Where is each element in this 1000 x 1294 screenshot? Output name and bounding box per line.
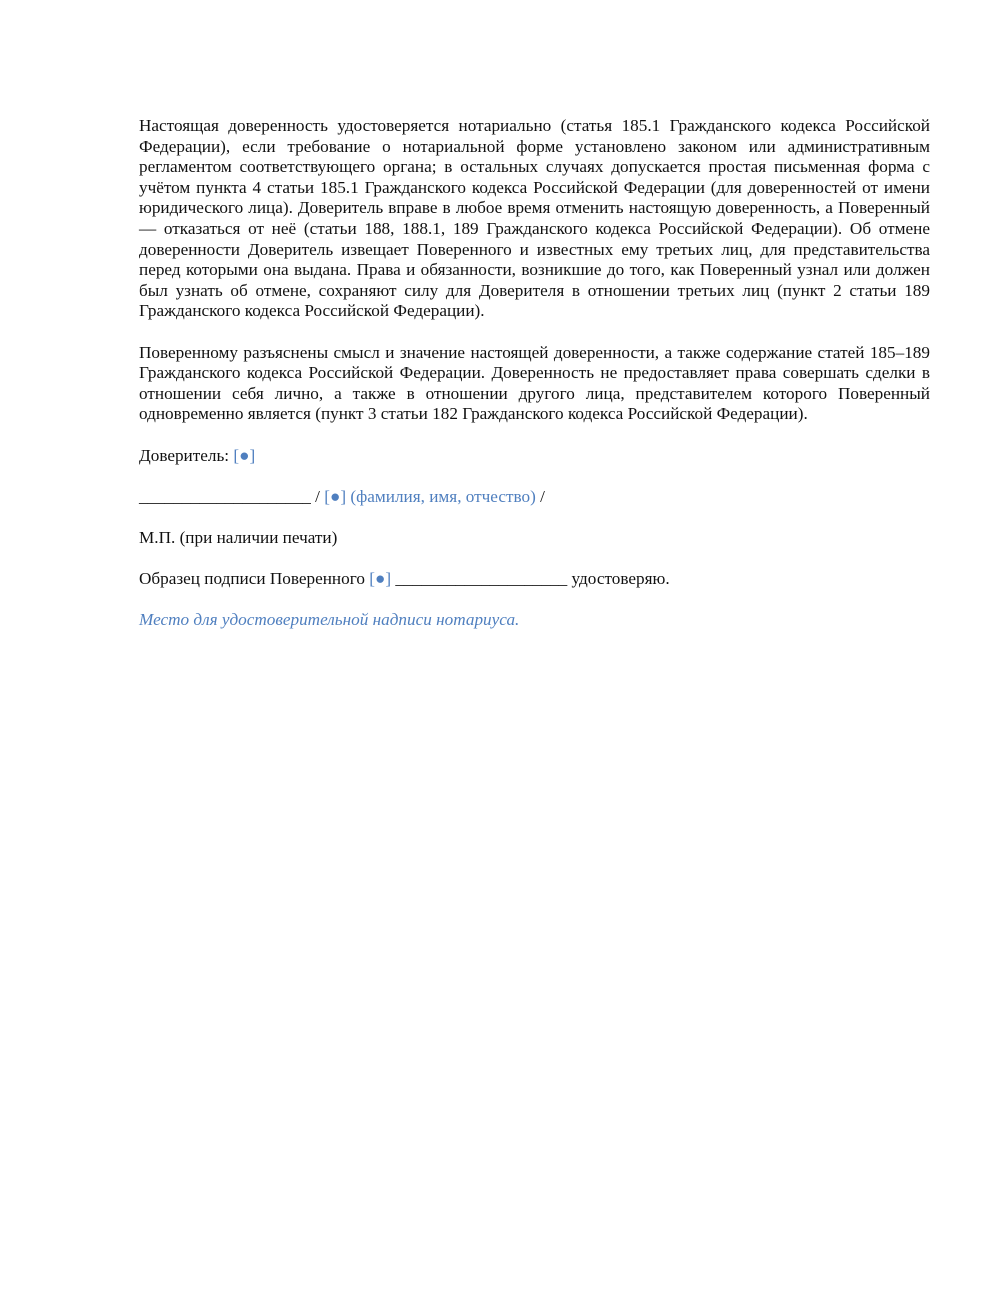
sample-signature-blank: ____________________	[391, 569, 572, 589]
seal-note: М.П. (при наличии печати)	[139, 527, 338, 547]
signature-separator-1: /	[310, 486, 325, 506]
signature-separator-2: /	[535, 486, 545, 506]
principal-line	[139, 446, 930, 467]
document-page	[139, 116, 930, 631]
sample-signature-label: Образец подписи Поверенного	[139, 569, 370, 589]
paragraph-notarization: Настоящая доверенность удостоверяется нотариально (статья 185.1 Гражданского кодекса Российской Федерации), если требование о нотариальной форме установлено законом или административным регламентом соответствующего органа; в остальных случаях допускается простая письменная форма с учётом пункта 4 статьи 185.1 Гражданского кодекса Российской Федерации (для доверенностей от имени юридического лица). Доверитель вправе в любое время отменить настоящую доверенность, а Поверенный — отказаться от неё (статьи 188, 188.1, 189 Гражданского кодекса Российской Федерации). Об отмене доверенности Доверитель извещает Поверенного и известных ему третьих лиц, для представительства перед которыми она выдана. Права и обязанности, возникшие до того, как Поверенный узнал или должен был узнать об отмене, сохраняют силу для Доверителя в отношении третьих лиц (пункт 2 статьи 189 Гражданского кодекса Российской Федерации).	[139, 116, 930, 321]
sample-signature-placeholder: [●]	[369, 569, 392, 589]
notary-note: Место для удостоверительной надписи нотариуса.	[139, 610, 520, 630]
sample-signature-line	[139, 569, 930, 590]
principal-placeholder: [●]	[233, 445, 256, 465]
signature-placeholder: [●] (фамилия, имя, отчество)	[324, 486, 536, 506]
paragraph-explanation: Поверенному разъяснены смысл и значение настоящей доверенности, а также содержание статей 185–189 Гражданского кодекса Российской Федерации. Доверенность не предоставляет права совершать сделки в отношении себя лично, а также в отношении другого лица, представителем которого Поверенный одновременно является (пункт 3 статьи 182 Гражданского кодекса Российской Федерации).	[139, 342, 930, 424]
signature-line: ____________________	[139, 486, 311, 506]
sample-signature-suffix: удостоверяю.	[571, 569, 670, 589]
principal-label: Доверитель:	[139, 445, 234, 465]
signature-block	[139, 487, 930, 508]
